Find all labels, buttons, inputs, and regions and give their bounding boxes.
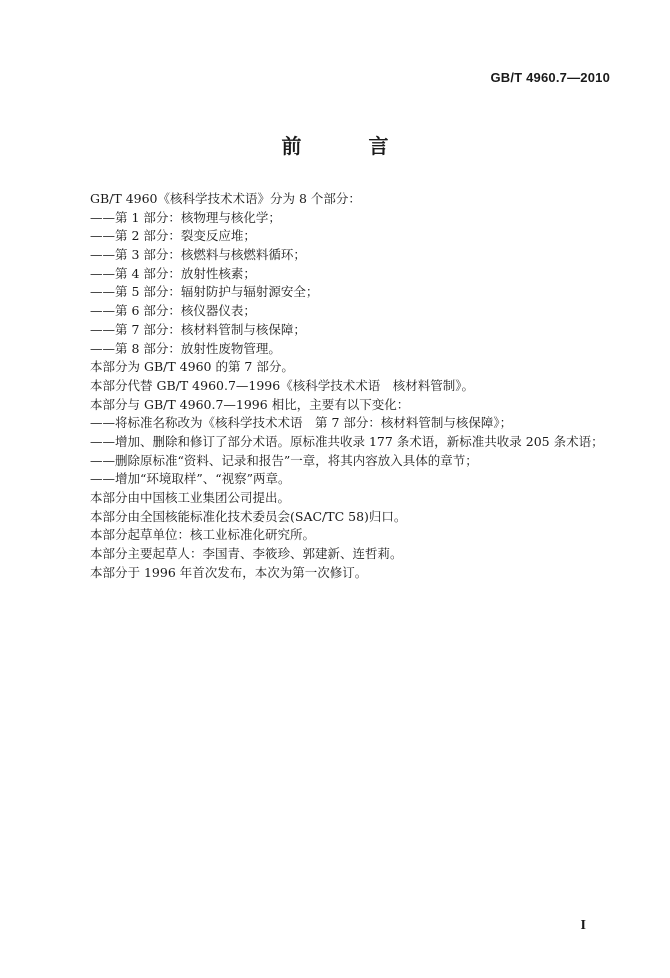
document-body	[90, 190, 610, 582]
page-number: I	[580, 918, 586, 933]
paragraph-line: 本部分于 1996 年首次发布，本次为第一次修订。	[90, 564, 368, 580]
paragraph-line: 本部分代替 GB/T 4960.7—1996《核科学技术术语 核材料管制》。	[90, 377, 474, 393]
paragraph-line: 本部分为 GB/T 4960 的第 7 部分。	[90, 359, 294, 375]
paragraph-line: ——增加、删除和修订了部分术语。原标准共收录 177 条术语，新标准共收录 205 条术语；	[90, 433, 604, 449]
paragraph-line: ——第 5 部分：辐射防护与辐射源安全；	[90, 284, 319, 300]
paragraph-line: ——第 3 部分：核燃料与核燃料循环；	[90, 247, 306, 263]
paragraph-line: ——增加“环境取样”、“视察”两章。	[90, 471, 291, 487]
paragraph-line: GB/T 4960《核科学技术术语》分为 8 个部分：	[90, 191, 361, 206]
paragraph-line: ——第 8 部分：放射性废物管理。	[90, 340, 281, 356]
paragraph-line: ——第 7 部分：核材料管制与核保障；	[90, 321, 306, 337]
paragraph-line: 本部分与 GB/T 4960.7—1996 相比，主要有以下变化：	[90, 396, 410, 412]
paragraph-line: 本部分由全国核能标准化技术委员会(SAC/TC 58)归口。	[90, 508, 407, 524]
paragraph-line: ——第 2 部分：裂变反应堆；	[90, 228, 256, 244]
paragraph-line: 本部分主要起草人：李国青、李筱珍、郭建新、连哲莉。	[90, 546, 403, 562]
standard-code: GB/T 4960.7—2010	[490, 70, 610, 85]
paragraph-line: ——删除原标准“资料、记录和报告”一章，将其内容放入具体的章节；	[90, 452, 478, 468]
paragraph-line: ——第 4 部分：放射性核素；	[90, 265, 256, 281]
paragraph-line: 本部分起草单位：核工业标准化研究所。	[90, 527, 316, 543]
paragraph-line: 本部分由中国核工业集团公司提出。	[90, 490, 291, 505]
paragraph-line: ——第 1 部分：核物理与核化学；	[90, 209, 281, 225]
page-title: 前 言	[281, 134, 419, 158]
paragraph-line: ——第 6 部分：核仪器仪表；	[90, 303, 256, 319]
paragraph-line: ——将标准名称改为《核科学技术术语 第 7 部分：核材料管制与核保障》；	[90, 415, 513, 431]
